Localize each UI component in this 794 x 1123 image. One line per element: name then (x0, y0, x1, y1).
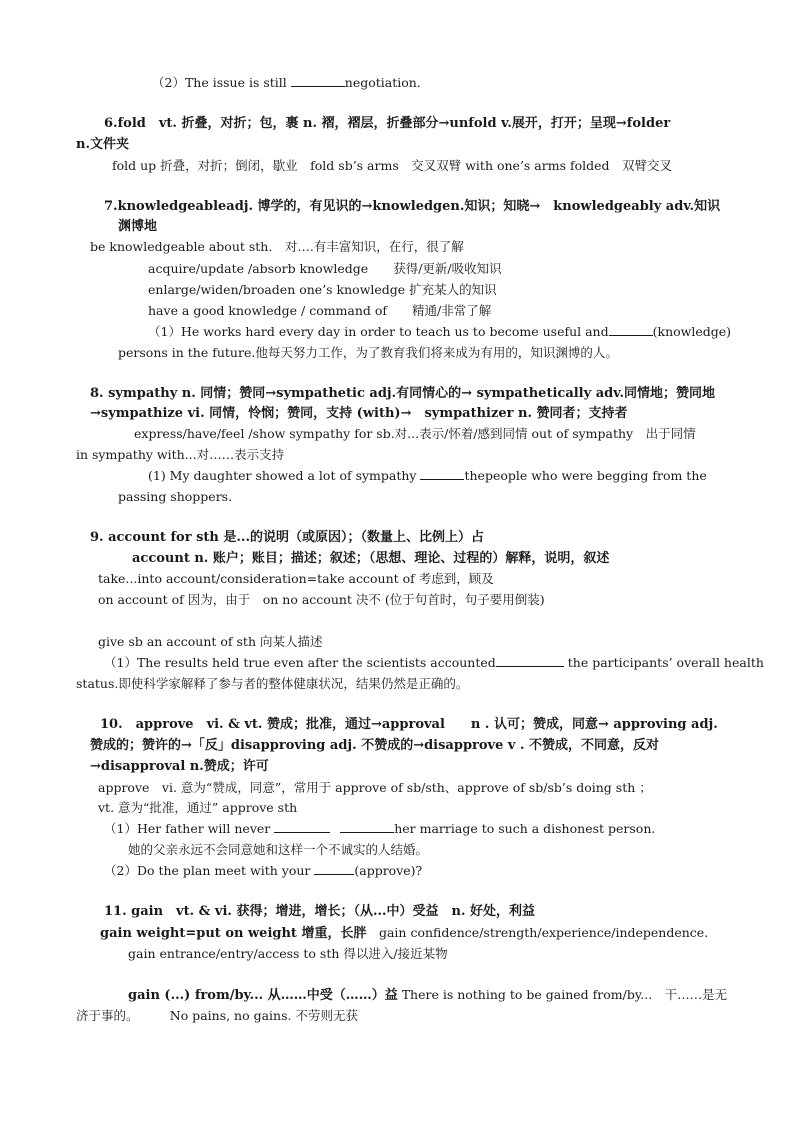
practice-sentence-knowledge: （1）He works hard every day in order to teach us to become useful and (knowledge) (148, 324, 732, 339)
phrase-line-express-sympathy: express/have/feel /show sympathy for sb.对...表示/怀着/感到同情 out of sympathy 出于同情 (134, 426, 696, 441)
phrase-line-fold: fold up 折叠，对折；倒闭，歇业 fold sb’s arms 交叉双臂 with one’s arms folded 双臂交叉 (112, 158, 673, 173)
entry-heading-approve: 10. approve vi. & vt. 赞成；批准，通过→approval n . 认可；赞成，同意→ approving adj. (100, 717, 718, 732)
entry-heading-sympathy: 8. sympathy n. 同情；赞同→sympathetic adj.有同情心的→ sympathetically adv.同情地；赞同地 (90, 386, 715, 401)
practice-sentence-negotiation: （2）The issue is still negotiation. (152, 75, 421, 90)
usage-line-approve-vt: vt. 意为“批准，通过” approve sth (98, 800, 298, 815)
practice-translation-account: status.即使科学家解释了参与者的整体健康状况，结果仍然是正确的。 (76, 676, 469, 691)
usage-line-approve-vi: approve vi. 意为“赞成，同意”，常用于 approve of sb/sth、approve of sb/sb’s doing sth ； (98, 780, 652, 795)
phrase-line-good-knowledge: have a good knowledge / command of 精通/非常了解 (148, 303, 492, 318)
practice-sentence-sympathy: (1) My daughter showed a lot of sympathy thepeople who were begging from the (148, 468, 707, 483)
entry-heading-knowledgeable-cont: 渊博地 (118, 219, 158, 234)
phrase-line-gain-entrance: gain entrance/entry/access to sth 得以进入/接近某物 (128, 946, 448, 961)
entry-heading-fold: 6.fold vt. 折叠，对折；包，裹 n. 褶，褶层，折叠部分→unfold v.展开，打开；呈现→folder (104, 116, 671, 131)
answer-blank[interactable] (496, 655, 564, 667)
answer-blank[interactable] (274, 821, 330, 833)
practice-translation-knowledge: persons in the future.他每天努力工作，为了教育我们将来成为有用的，知识渊博的人。 (118, 345, 618, 360)
phrase-line-acquire-knowledge: acquire/update /absorb knowledge 获得/更新/吸收知识 (148, 261, 502, 276)
phrase-line-take-into-account: take...into account/consideration=take account of 考虑到，顾及 (98, 571, 494, 586)
practice-translation-approve: 她的父亲永远不会同意她和这样一个不诚实的人结婚。 (128, 842, 429, 857)
practice-sentence-account: （1）The results held true even after the scientists accounted the participants’ overall health (104, 655, 764, 670)
entry-heading-account-noun: account n. 账户；账目；描述；叙述；（思想、理论、过程的）解释，说明，叙述 (132, 551, 610, 566)
phrase-line-gain-from-cont: 济于事的。 No pains, no gains. 不劳则无获 (76, 1008, 358, 1023)
answer-blank[interactable] (314, 863, 354, 875)
entry-heading-knowledgeable: 7.knowledgeableadj. 博学的，有见识的→knowledgen.知识；知晓→ knowledgeably adv.知识 (104, 199, 721, 214)
practice-sentence-sympathy-cont: passing shoppers. (118, 489, 233, 504)
answer-blank[interactable] (609, 324, 653, 336)
entry-heading-sympathy-cont: →sympathize vi. 同情，怜悯；赞同，支持 (with)→ sympathizer n. 赞同者；支持者 (90, 406, 628, 421)
answer-blank[interactable] (291, 75, 345, 87)
answer-blank[interactable] (420, 468, 464, 480)
entry-heading-approve-cont2: →disapproval n.赞成；许可 (90, 759, 269, 774)
entry-heading-account-for: 9. account for sth 是...的说明（或原因）；（数量上、比例上）占 (90, 530, 484, 545)
entry-heading-approve-cont: 赞成的；赞许的→「反」disapproving adj. 不赞成的→disapprove v . 不赞成，不同意，反对 (90, 738, 660, 753)
practice-sentence-approval: （2）Do the plan meet with your (approve)? (104, 863, 423, 878)
phrase-line-gain-weight: gain weight=put on weight 增重，长胖 gain confidence/strength/experience/independence. (100, 925, 709, 941)
phrase-line-in-sympathy: in sympathy with...对……表示支持 (76, 447, 285, 462)
phrase-line-knowledgeable: be knowledgeable about sth. 对….有丰富知识，在行，很了解 (90, 239, 464, 254)
phrase-line-enlarge-knowledge: enlarge/widen/broaden one’s knowledge 扩充某人的知识 (148, 282, 497, 297)
phrase-line-give-account: give sb an account of sth 向某人描述 (98, 634, 323, 649)
phrase-line-on-account-of: on account of 因为，由于 on no account 决不 (位于句首时，句子要用倒装) (98, 592, 545, 607)
phrase-line-gain-from: gain (...) from/by... 从……中受（……）益 There is nothing to be gained from/by... 干……是无 (128, 987, 728, 1003)
practice-sentence-approve: （1）Her father will never her marriage to such a dishonest person. (104, 821, 656, 836)
answer-blank[interactable] (340, 821, 394, 833)
entry-heading-fold-cont: n.文件夹 (76, 137, 129, 152)
entry-heading-gain: 11. gain vt. & vi. 获得；增进，增长；（从...中）受益 n. 好处，利益 (104, 904, 536, 919)
